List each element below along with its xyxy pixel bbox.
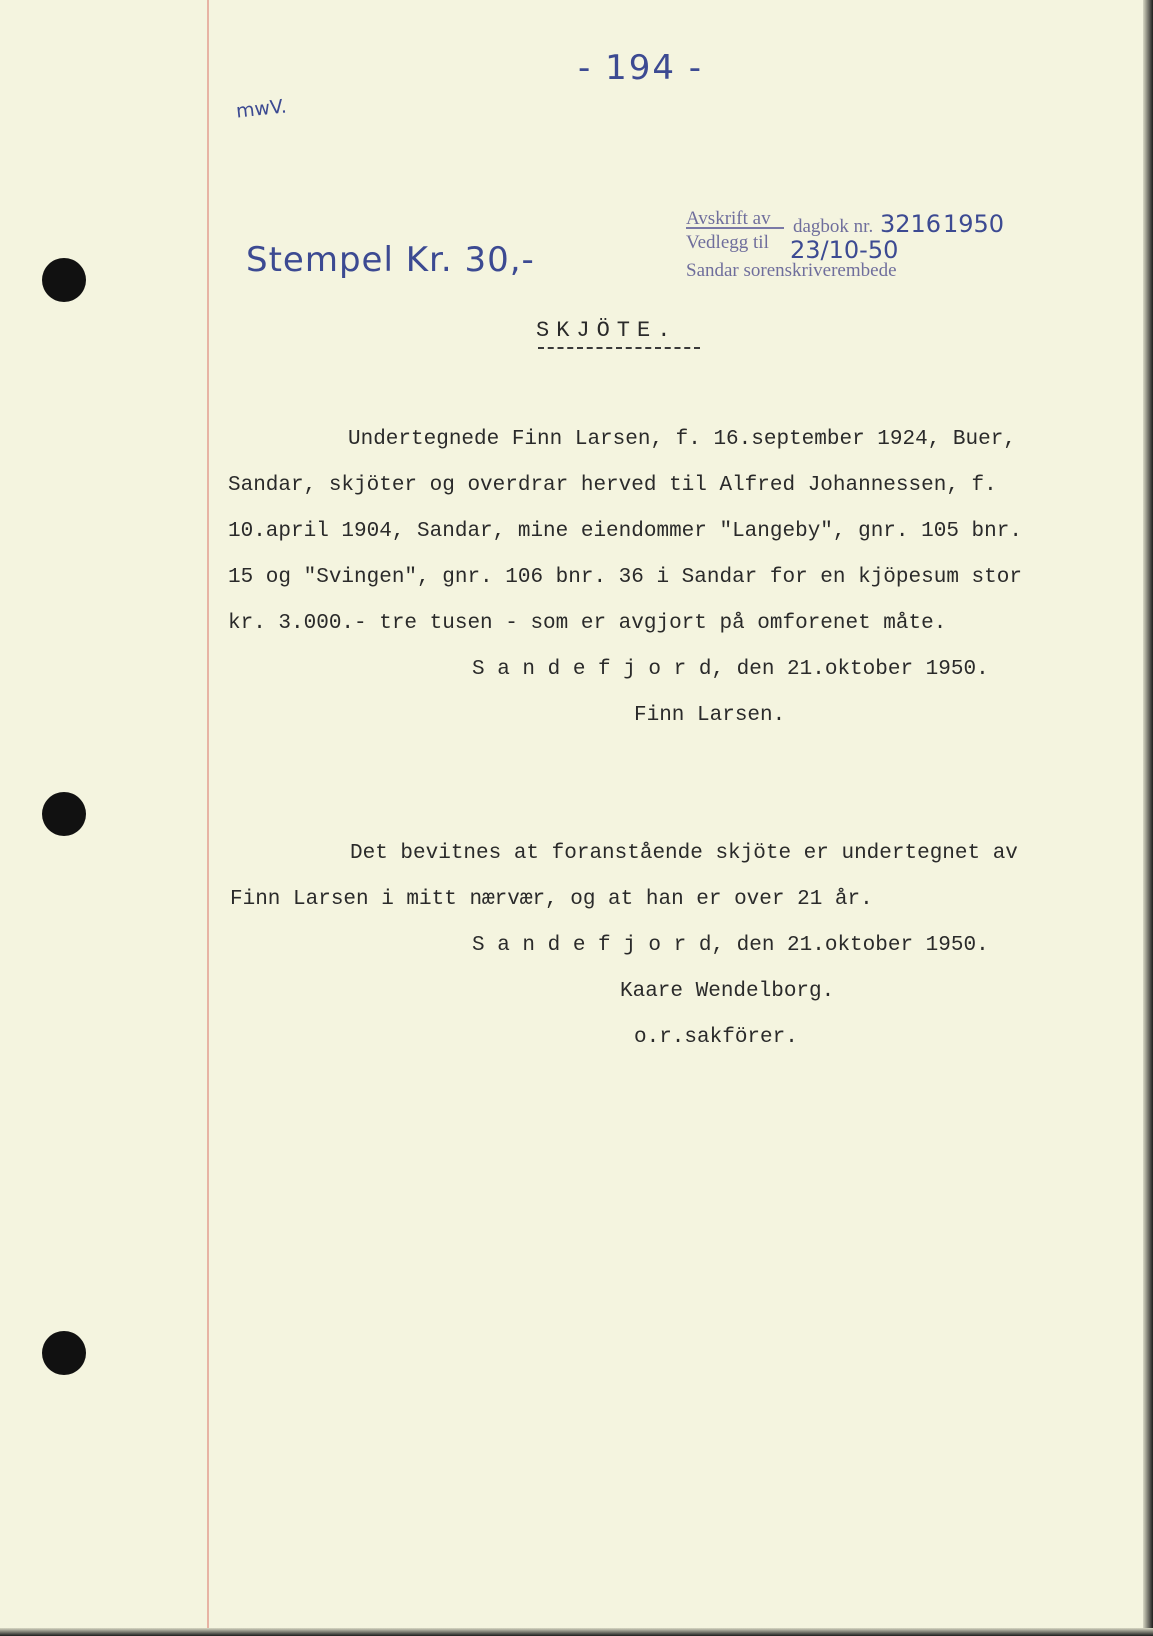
body-line-5: kr. 3.000.- tre tusen - som er avgjort på omforenet måte. bbox=[228, 612, 947, 635]
scan-edge-bottom bbox=[0, 1628, 1153, 1636]
signature-2-title: o.r.sakförer. bbox=[634, 1026, 798, 1049]
page-number: - 194 - bbox=[578, 48, 704, 88]
body-line-4: 15 og "Svingen", gnr. 106 bnr. 36 i Sandar for en kjöpesum stor bbox=[228, 566, 1022, 589]
body-line-1: Undertegnede Finn Larsen, f. 16.september 1924, Buer, bbox=[348, 428, 1016, 451]
document-title: SKJÖTE. bbox=[536, 318, 678, 343]
stamp-dagbok-year: 1950 bbox=[943, 210, 1005, 238]
stamp-duty-note: Stempel Kr. 30,- bbox=[246, 240, 535, 280]
scan-edge-right bbox=[1143, 0, 1153, 1636]
punch-hole-middle bbox=[42, 792, 86, 836]
corner-initials: mwV. bbox=[234, 95, 288, 123]
signature-1: Finn Larsen. bbox=[634, 704, 786, 727]
witness-line-2: Finn Larsen i mitt nærvær, og at han er over 21 år. bbox=[230, 888, 873, 911]
stamp-dagbok-number: 3216 bbox=[880, 210, 942, 238]
stamp-line2-printed: Vedlegg til bbox=[686, 232, 769, 253]
place-date-1: S a n d e f j o r d, den 21.oktober 1950. bbox=[472, 658, 989, 681]
margin-rule bbox=[207, 0, 209, 1636]
witness-line-1: Det bevitnes at foranstående skjöte er undertegnet av bbox=[350, 842, 1018, 865]
stamp-office-name: Sandar sorenskriverembede bbox=[686, 260, 897, 281]
punch-hole-top bbox=[42, 258, 86, 302]
title-underline bbox=[538, 347, 700, 349]
body-line-2: Sandar, skjöter og overdrar herved til Alfred Johannessen, f. bbox=[228, 474, 997, 497]
place-date-2: S a n d e f j o r d, den 21.oktober 1950. bbox=[472, 934, 989, 957]
signature-2: Kaare Wendelborg. bbox=[620, 980, 835, 1003]
stamp-line1-printed: Avskrift av bbox=[686, 208, 771, 229]
punch-hole-bottom bbox=[42, 1331, 86, 1375]
stamp-attachment-date: 23/10-50 bbox=[790, 236, 899, 264]
stamp-underline bbox=[686, 227, 784, 229]
body-line-3: 10.april 1904, Sandar, mine eiendommer "Langeby", gnr. 105 bnr. bbox=[228, 520, 1022, 543]
stamp-line1-label: dagbok nr. bbox=[793, 216, 874, 237]
